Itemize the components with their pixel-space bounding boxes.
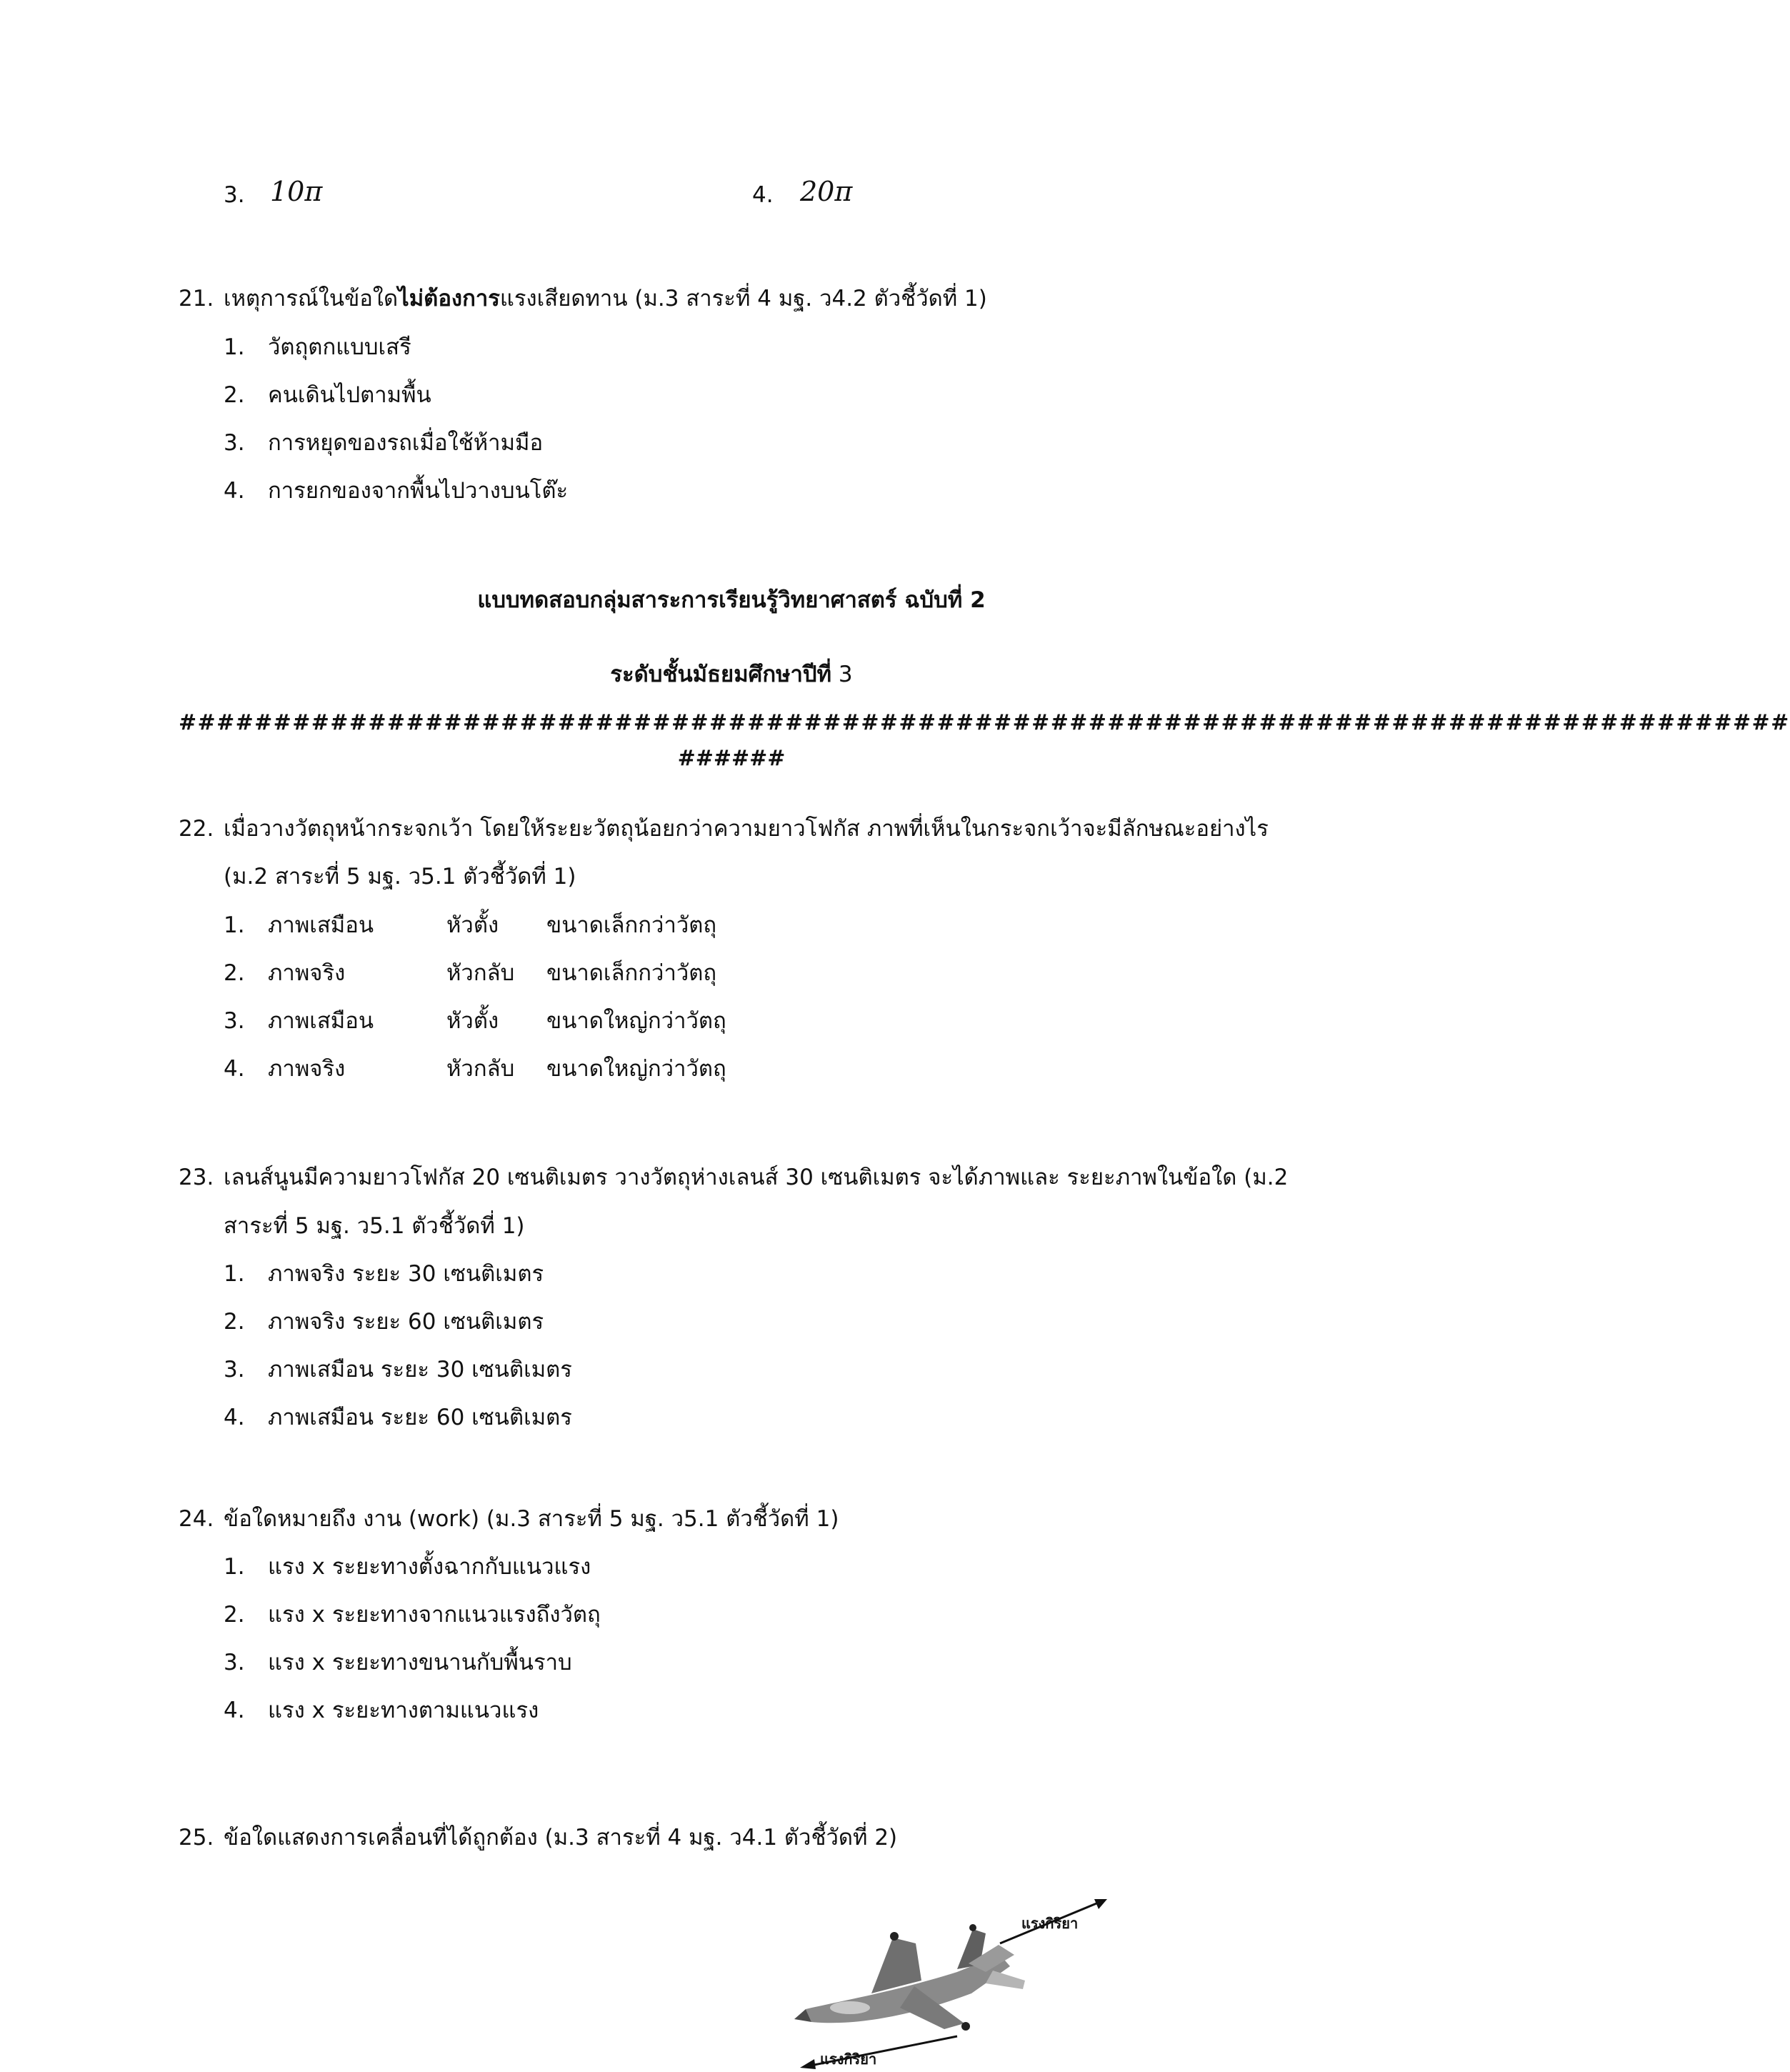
- option-value: 10π: [270, 176, 323, 207]
- jet-illustration: [786, 1886, 1157, 2069]
- divider-hash-line: #####################################################################################: [179, 710, 1790, 735]
- option-number: 3.: [224, 182, 245, 208]
- option-text: ภาพจริง ระยะ 60 เซนติเมตร: [268, 1309, 544, 1335]
- option-number: 3.: [224, 1008, 245, 1034]
- option-image-type: ภาพจริง: [268, 1056, 346, 1082]
- option-number: 3.: [224, 430, 245, 456]
- question-number: 24.: [179, 1506, 214, 1532]
- option-orientation: หัวตั้ง: [446, 1008, 499, 1034]
- option-orientation: หัวกลับ: [446, 960, 515, 986]
- exam-title: แบบทดสอบกลุ่มสาระการเรียนรู้วิทยาศาสตร์ ฉบับที่ 2: [477, 587, 986, 613]
- option-number: 3.: [224, 1650, 245, 1675]
- jet-icon: [794, 1924, 1025, 2031]
- option-text: ภาพเสมือน ระยะ 30 เซนติเมตร: [268, 1357, 572, 1383]
- option-text: คนเดินไปตามพื้น: [268, 382, 431, 408]
- option-image-type: ภาพเสมือน: [268, 1008, 374, 1034]
- option-number: 2.: [224, 960, 245, 986]
- option-text: ภาพเสมือน ระยะ 60 เซนติเมตร: [268, 1405, 572, 1430]
- option-image-type: ภาพเสมือน: [268, 912, 374, 938]
- option-number: 4.: [224, 1405, 245, 1430]
- question-text-continued: สาระที่ 5 มฐ. ว5.1 ตัวชี้วัดที่ 1): [224, 1213, 525, 1239]
- option-size: ขนาดใหญ่กว่าวัตถุ: [546, 1008, 726, 1034]
- option-text: แรง x ระยะทางจากแนวแรงถึงวัตถุ: [268, 1602, 601, 1628]
- option-number: 4.: [752, 182, 774, 208]
- option-text: การหยุดของรถเมื่อใช้ห้ามมือ: [268, 430, 544, 456]
- option-number: 1.: [224, 1261, 245, 1287]
- action-force-label: แรงกิริยา: [1021, 1915, 1079, 1932]
- divider-hash-line-end: ######: [677, 746, 786, 771]
- question-number: 25.: [179, 1825, 214, 1851]
- option-number: 2.: [224, 1309, 245, 1335]
- question-text-continued: (ม.2 สาระที่ 5 มฐ. ว5.1 ตัวชี้วัดที่ 1): [224, 864, 576, 890]
- option-value: 20π: [800, 176, 853, 207]
- option-text: แรง x ระยะทางขนานกับพื้นราบ: [268, 1650, 572, 1675]
- option-number: 1.: [224, 912, 245, 938]
- option-orientation: หัวกลับ: [446, 1056, 515, 1082]
- question-text: เลนส์นูนมีความยาวโฟกัส 20 เซนติเมตร วางวัตถุห่างเลนส์ 30 เซนติเมตร จะได้ภาพและ ระยะภาพในข้อใด (ม.2: [224, 1165, 1289, 1190]
- exam-level: ระดับชั้นมัธยมศึกษาปีที่ 3: [610, 662, 853, 687]
- option-number: 1.: [224, 1554, 245, 1580]
- option-text: แรง x ระยะทางตั้งฉากกับแนวแรง: [268, 1554, 591, 1580]
- reaction-force-label: แรงกิริยา: [820, 2051, 877, 2068]
- option-size: ขนาดเล็กกว่าวัตถุ: [546, 960, 717, 986]
- question-number: 23.: [179, 1165, 214, 1190]
- option-orientation: หัวตั้ง: [446, 912, 499, 938]
- option-number: 4.: [224, 1056, 245, 1082]
- option-image-type: ภาพจริง: [268, 960, 346, 986]
- option-size: ขนาดเล็กกว่าวัตถุ: [546, 912, 717, 938]
- option-number: 2.: [224, 382, 245, 408]
- option-number: 4.: [224, 1698, 245, 1723]
- option-number: 1.: [224, 334, 245, 360]
- option-number: 2.: [224, 1602, 245, 1628]
- option-text: ภาพจริง ระยะ 30 เซนติเมตร: [268, 1261, 544, 1287]
- option-size: ขนาดใหญ่กว่าวัตถุ: [546, 1056, 726, 1082]
- question-text: เมื่อวางวัตถุหน้ากระจกเว้า โดยให้ระยะวัตถุน้อยกว่าความยาวโฟกัส ภาพที่เห็นในกระจกเว้าจะมีลักษณะอย่างไร: [224, 816, 1269, 842]
- jet-force-figure: [786, 1886, 1157, 2069]
- option-text: วัตถุตกแบบเสรี: [268, 334, 411, 360]
- option-text: แรง x ระยะทางตามแนวแรง: [268, 1698, 539, 1723]
- option-number: 4.: [224, 478, 245, 504]
- option-text: การยกของจากพื้นไปวางบนโต๊ะ: [268, 478, 569, 504]
- question-number: 21.: [179, 286, 214, 312]
- question-text: เหตุการณ์ในข้อใดไม่ต้องการแรงเสียดทาน (ม.3 สาระที่ 4 มฐ. ว4.2 ตัวชี้วัดที่ 1): [224, 286, 987, 312]
- question-text: ข้อใดแสดงการเคลื่อนที่ได้ถูกต้อง (ม.3 สาระที่ 4 มฐ. ว4.1 ตัวชี้วัดที่ 2): [224, 1825, 898, 1851]
- question-text: ข้อใดหมายถึง งาน (work) (ม.3 สาระที่ 5 มฐ. ว5.1 ตัวชี้วัดที่ 1): [224, 1506, 839, 1532]
- question-number: 22.: [179, 816, 214, 842]
- option-number: 3.: [224, 1357, 245, 1383]
- arrowhead-icon: [800, 2059, 816, 2069]
